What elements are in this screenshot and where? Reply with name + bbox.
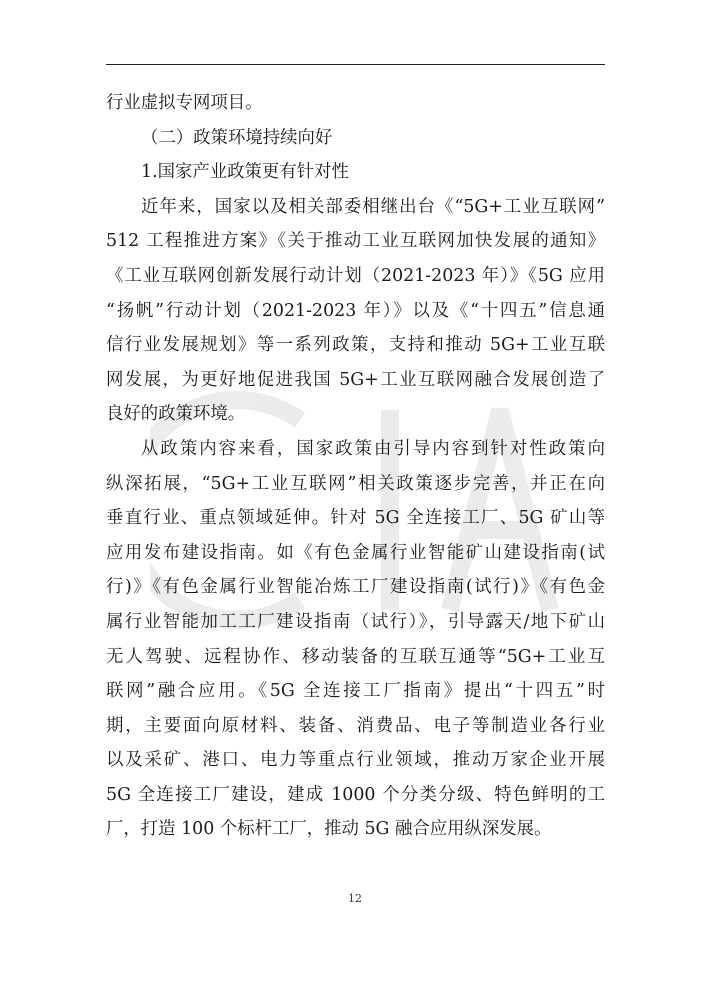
text-line: 联网”融合应用。《5G 全连接工厂指南》提出“十四五”时 bbox=[106, 681, 605, 702]
text-line: 垂直行业、重点领域延伸。针对 5G 全连接工厂、5G 矿山等 bbox=[106, 508, 605, 529]
text-line: 5G 全连接工厂建设，建成 1000 个分类分级、特色鲜明的工 bbox=[106, 784, 605, 805]
section-heading: （二）政策环境持续向好 bbox=[141, 127, 333, 148]
header-rule bbox=[106, 64, 605, 65]
text-line: 厂，打造 100 个标杆工厂，推动 5G 融合应用纵深发展。 bbox=[106, 819, 552, 840]
text-line: 以及采矿、港口、电力等重点行业领域，推动万家企业开展 bbox=[106, 750, 605, 771]
text-line: “扬帆”行动计划（2021-2023 年）》以及《“十四五”信息通 bbox=[106, 300, 605, 321]
text-line: 行)》《有色金属行业智能冶炼工厂建设指南(试行)》《有色金 bbox=[106, 577, 605, 598]
text-line: 纵深拓展，“5G+工业互联网”相关政策逐步完善，并正在向 bbox=[106, 473, 605, 494]
text-line: 近年来，国家以及相关部委相继出台《“5G+工业互联网” bbox=[141, 196, 605, 217]
page-number: 12 bbox=[348, 892, 362, 905]
body-text bbox=[106, 86, 605, 847]
text-line: 应用发布建设指南。如《有色金属行业智能矿山建设指南(试 bbox=[106, 542, 605, 563]
text-line: 《工业互联网创新发展行动计划（2021-2023 年）》《5G 应用 bbox=[106, 265, 605, 286]
text-line: 512 工程推进方案》《关于推动工业互联网加快发展的通知》 bbox=[106, 231, 605, 252]
text-line: 网发展，为更好地促进我国 5G+工业互联网融合发展创造了 bbox=[106, 369, 605, 390]
text-line: 从政策内容来看，国家政策由引导内容到针对性政策向 bbox=[141, 438, 605, 459]
text-line: 行业虚拟专网项目。 bbox=[106, 93, 263, 113]
text-line: 良好的政策环境。 bbox=[106, 404, 246, 425]
text-line: 期，主要面向原材料、装备、消费品、电子等制造业各行业 bbox=[106, 715, 605, 736]
text-line: 信行业发展规划》等一系列政策，支持和推动 5G+工业互联 bbox=[106, 335, 605, 356]
subsection-heading: 1.国家产业政策更有针对性 bbox=[141, 162, 349, 183]
text-line: 属行业智能加工工厂建设指南（试行）》，引导露天/地下矿山 bbox=[106, 611, 605, 632]
text-line: 无人驾驶、远程协作、移动装备的互联互通等“5G+工业互 bbox=[106, 646, 605, 667]
